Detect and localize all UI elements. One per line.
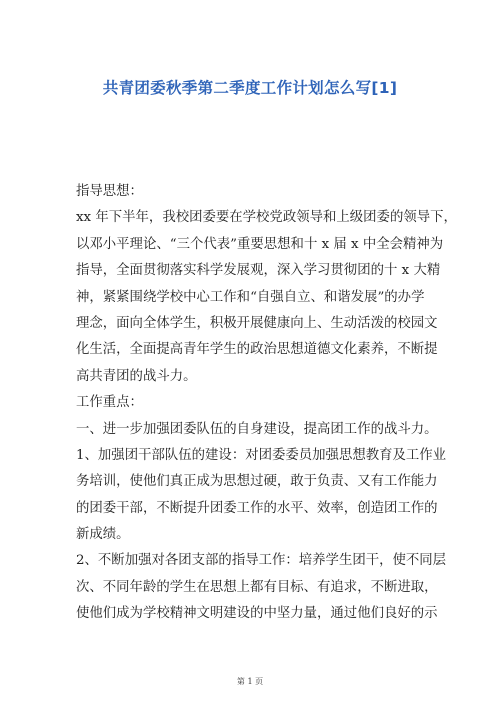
paragraph-line: 务培训，使他们真正成为思想过硬，敢于负责、又有工作能力 <box>76 474 438 490</box>
section-heading-guiding-thought: 指导思想： <box>76 184 143 199</box>
paragraph-line: 理念，面向全体学生，积极开展健康向上、生动活泼的校园文 <box>76 315 438 331</box>
paragraph-line: 指导，全面贯彻落实科学发展观，深入学习贯彻团的十 x 大精 <box>76 263 441 279</box>
paragraph-line: 使他们成为学校精神文明建设的中坚力量，通过他们良好的示 <box>76 606 438 622</box>
paragraph-line: 化生活，全面提高青年学生的政治思想道德文化素养，不断提 <box>76 342 438 358</box>
paragraph-line: 新成绩。 <box>76 527 130 543</box>
paragraph-line: 高共青团的战斗力。 <box>76 368 197 384</box>
document-title: 共青团委秋季第二季度工作计划怎么写[1] <box>102 79 398 97</box>
paragraph-line: 2、不断加强对各团支部的指导工作：培养学生团干，使不同层 <box>76 553 447 569</box>
paragraph-line: 次、不同年龄的学生在思想上都有目标、有追求，不断进取， <box>76 579 438 595</box>
document-body <box>76 179 457 628</box>
section-heading-work-focus: 工作重点： <box>76 395 143 411</box>
paragraph-line: 神，紧紧围绕学校中心工作和“自强自立、和谐发展”的办学 <box>76 289 425 305</box>
paragraph-line: 1、加强团干部队伍的建设：对团委委员加强思想教育及工作业 <box>76 447 447 463</box>
paragraph-line: 的团委干部，不断提升团委工作的水平、效率，创造团工作的 <box>76 500 438 516</box>
paragraph-line: 以邓小平理论、“三个代表”重要思想和十 x 届 x 中全会精神为 <box>76 236 444 252</box>
paragraph-line: xx 年下半年，我校团委要在学校党政领导和上级团委的领导下， <box>76 210 457 226</box>
paragraph-line: 一、进一步加强团委队伍的自身建设，提高团工作的战斗力。 <box>76 421 438 437</box>
page-number: 第 1 页 <box>236 677 264 686</box>
